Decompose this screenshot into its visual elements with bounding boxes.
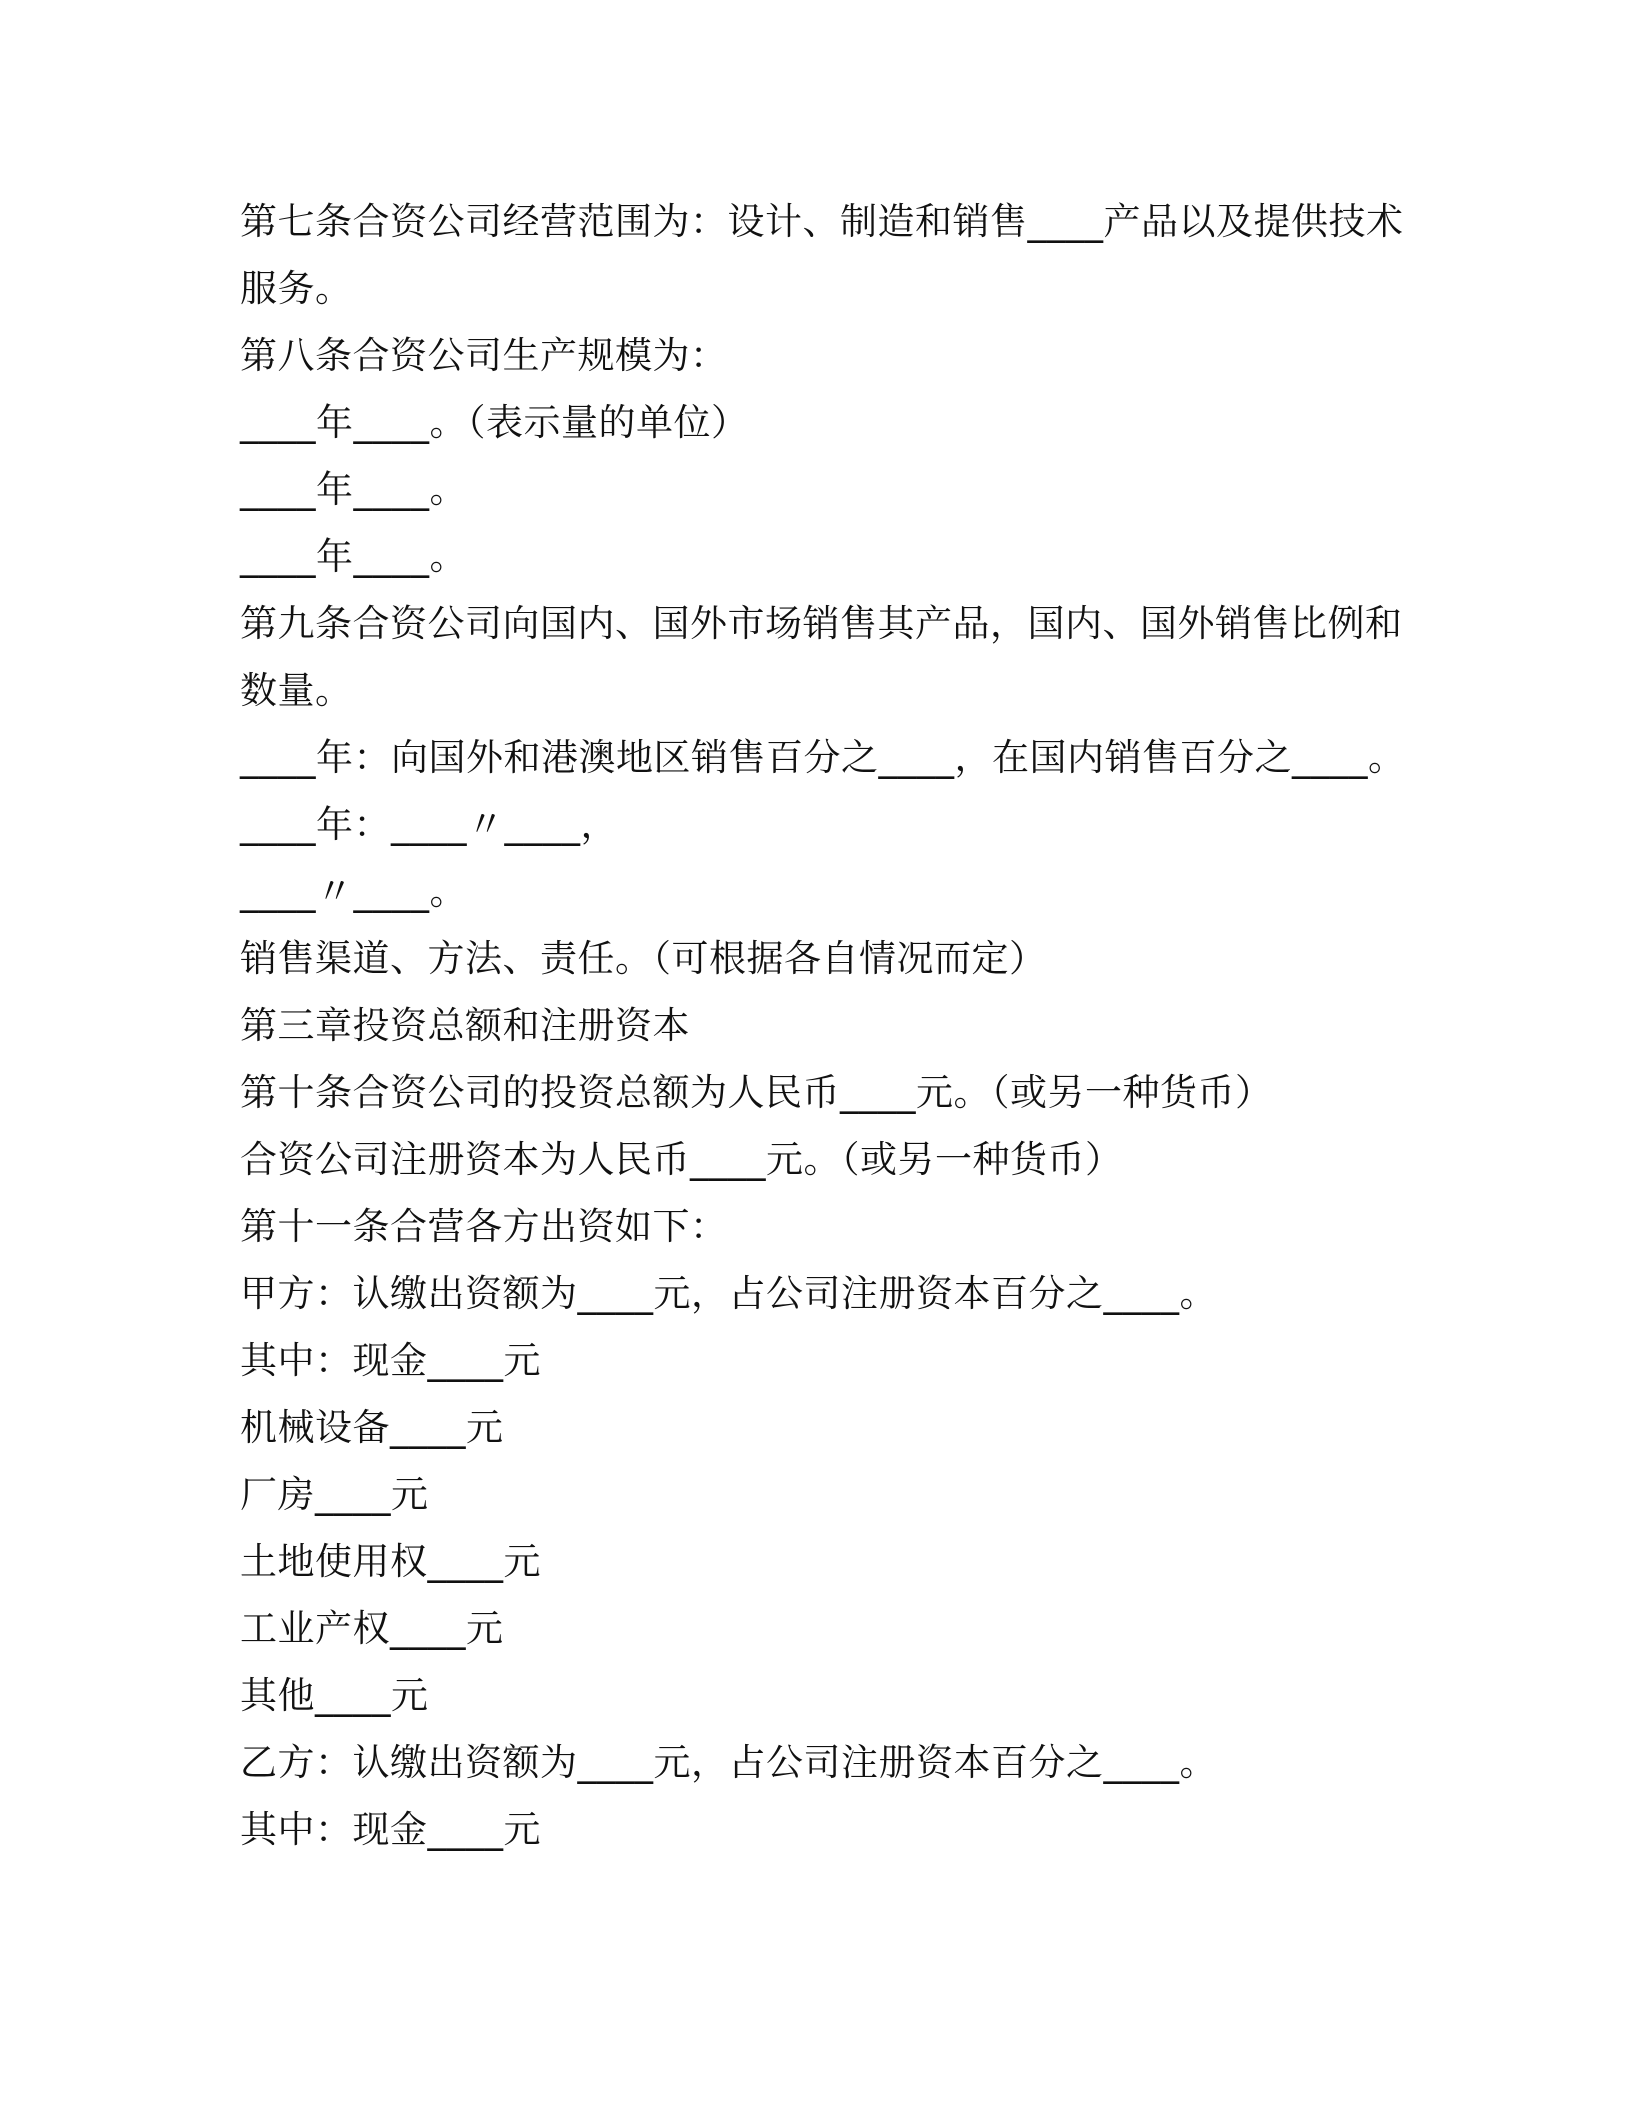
- article-8-year-1: ____年____。（表示量的单位）: [240, 401, 749, 444]
- article-7-line-2: 服务。: [240, 267, 353, 310]
- party-a-land-use-right: 土地使用权____元: [240, 1540, 541, 1583]
- article-10-total-investment: 第十条合资公司的投资总额为人民币____元。（或另一种货币）: [240, 1071, 1273, 1114]
- article-10-registered-capital: 合资公司注册资本为人民币____元。（或另一种货币）: [240, 1138, 1123, 1181]
- party-a-other: 其他____元: [240, 1674, 429, 1717]
- party-b-contribution: 乙方：认缴出资额为____元，占公司注册资本百分之____。: [240, 1741, 1217, 1784]
- article-9-line-2: 数量。: [240, 669, 353, 712]
- article-8-heading: 第八条合资公司生产规模为：: [240, 334, 728, 377]
- article-11-heading: 第十一条合营各方出资如下：: [240, 1205, 728, 1248]
- sales-channel-note: 销售渠道、方法、责任。（可根据各自情况而定）: [240, 937, 1047, 980]
- party-a-contribution: 甲方：认缴出资额为____元，占公司注册资本百分之____。: [240, 1272, 1217, 1315]
- party-a-machinery: 机械设备____元: [240, 1406, 504, 1449]
- chapter-3-heading: 第三章投资总额和注册资本: [240, 1004, 690, 1047]
- document-body: [240, 188, 1406, 1863]
- article-9-year-1: ____年：向国外和港澳地区销售百分之____，在国内销售百分之____。: [240, 736, 1406, 779]
- article-8-year-3: ____年____。: [240, 535, 467, 578]
- party-a-industrial-property: 工业产权____元: [240, 1607, 504, 1650]
- article-9-year-2: ____年：____〃____，: [240, 803, 618, 846]
- party-b-cash: 其中：现金____元: [240, 1808, 541, 1851]
- article-8-year-2: ____年____。: [240, 468, 467, 511]
- article-7-line-1: 第七条合资公司经营范围为：设计、制造和销售____产品以及提供技术: [240, 200, 1404, 243]
- article-9-year-3: ____〃____。: [240, 870, 467, 913]
- party-a-cash: 其中：现金____元: [240, 1339, 541, 1382]
- party-a-plant: 厂房____元: [240, 1473, 429, 1516]
- article-9-line-1: 第九条合资公司向国内、国外市场销售其产品，国内、国外销售比例和: [240, 602, 1403, 645]
